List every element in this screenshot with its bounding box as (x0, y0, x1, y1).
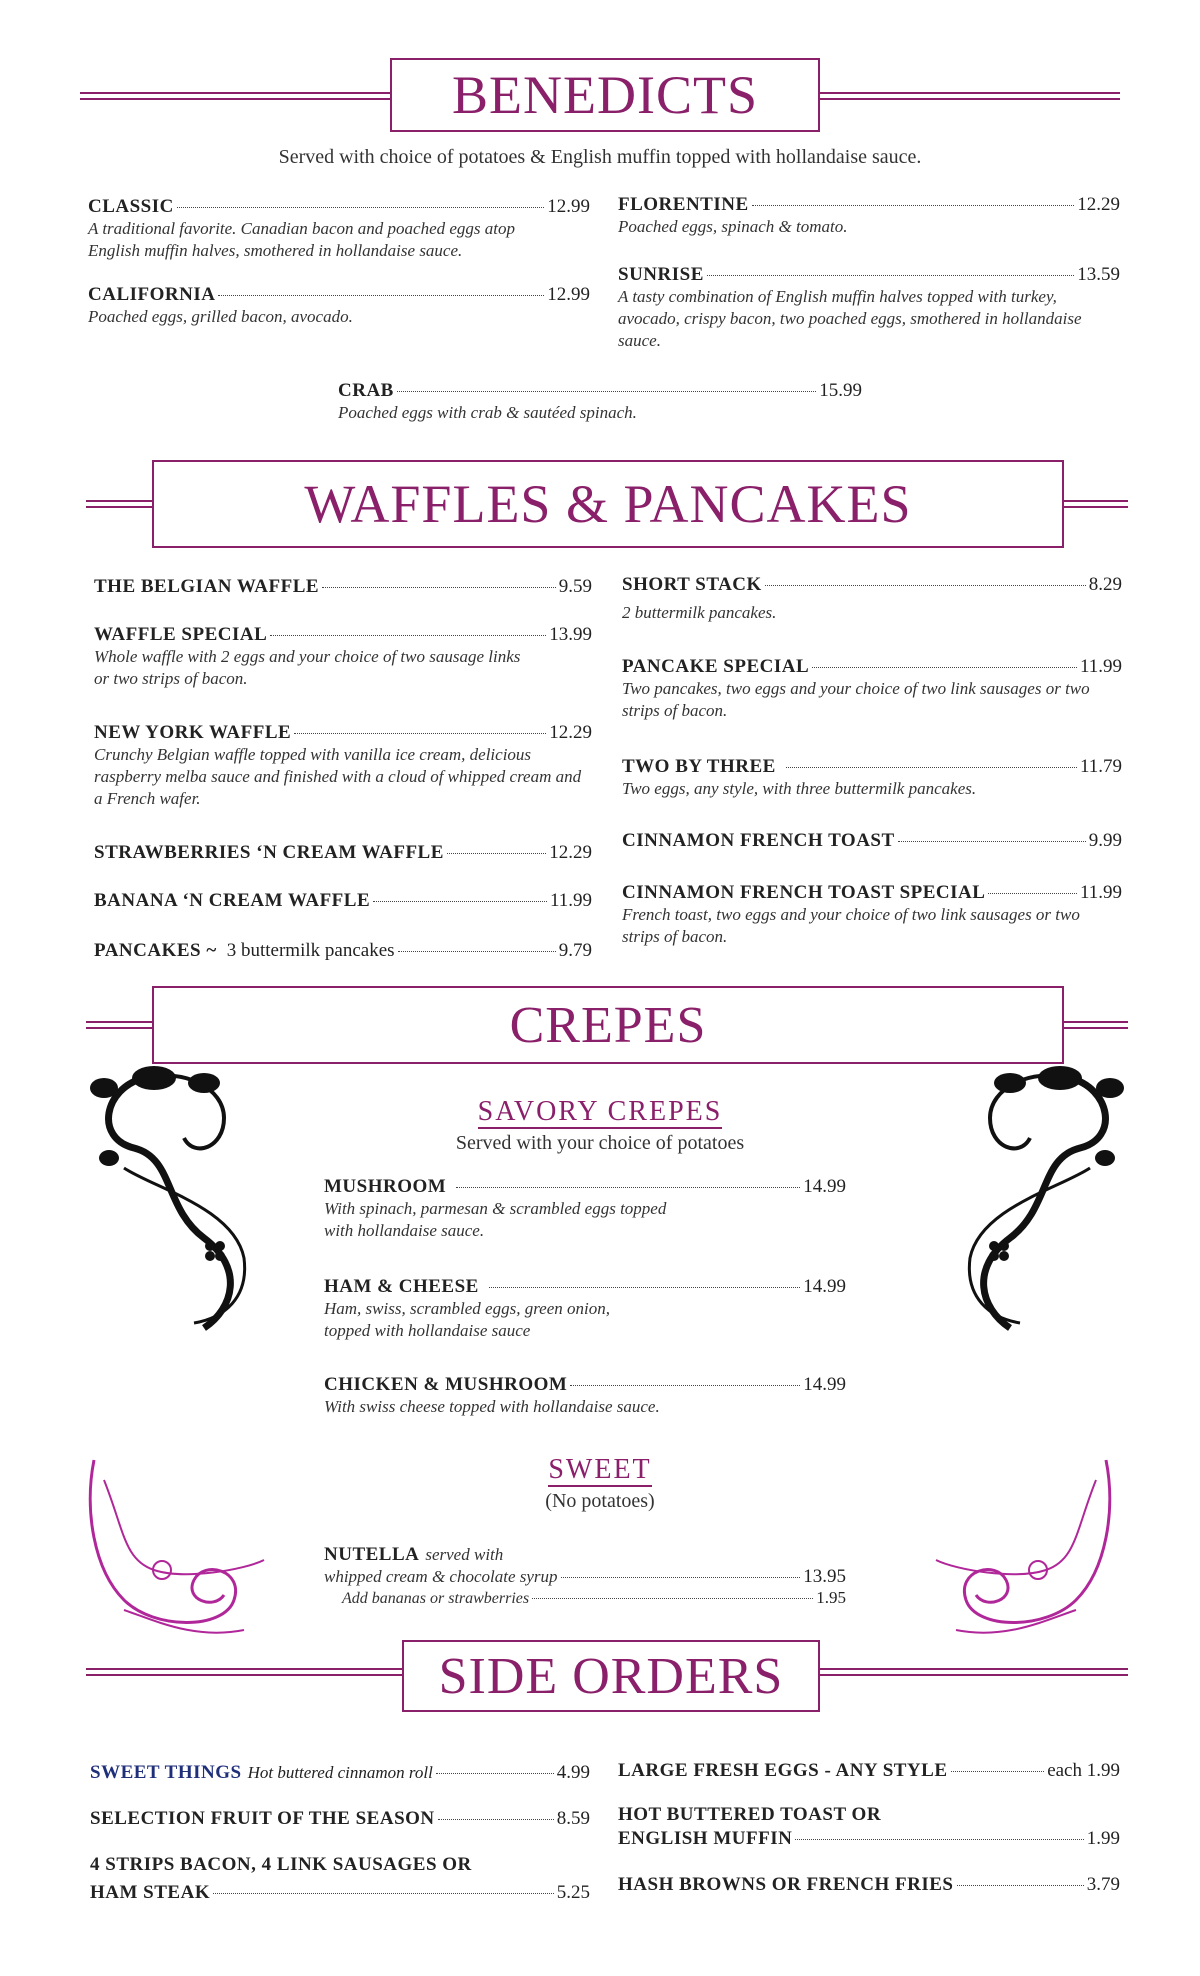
item-name: HAM & CHEESE (324, 1276, 479, 1297)
item-name: PANCAKES ~ (94, 940, 217, 961)
item-description: Two eggs, any style, with three buttermilk pancakes. (622, 779, 977, 798)
menu-item (90, 1808, 590, 1830)
banner-rule-right (818, 92, 1120, 100)
item-price: 11.99 (1079, 656, 1122, 677)
item-price: 11.99 (549, 890, 592, 911)
item-price: 14.99 (803, 1374, 846, 1395)
menu-item (94, 722, 592, 810)
menu-item (94, 576, 592, 598)
item-name: NEW YORK WAFFLE (94, 722, 292, 743)
item-extra: Hot buttered cinnamon roll (247, 1763, 433, 1782)
item-description: French toast, two eggs and your choice of two link sausages or two strips of bacon. (622, 905, 1080, 946)
item-description: Poached eggs with crab & sautéed spinach. (338, 403, 637, 422)
item-price: 9.79 (558, 940, 592, 961)
benedicts-subtitle: Served with choice of potatoes & English muffin topped with hollandaise sauce. (278, 146, 922, 168)
menu-item (324, 1374, 846, 1418)
item-name: CHICKEN & MUSHROOM (324, 1374, 568, 1395)
item-name: SHORT STACK (622, 574, 762, 595)
item-price: 8.29 (1088, 574, 1122, 595)
menu-item (622, 756, 1122, 800)
item-price: 13.59 (1077, 264, 1120, 285)
item-addon: Add bananas or strawberries (342, 1590, 530, 1607)
benedicts-title: BENEDICTS (390, 58, 820, 132)
item-price: 11.79 (1079, 756, 1122, 777)
menu-item (94, 890, 592, 912)
item-price: 12.99 (547, 196, 590, 217)
item-price: 4.99 (556, 1762, 590, 1783)
item-price: 12.29 (549, 722, 592, 743)
crepes-title: CREPES (152, 986, 1064, 1064)
item-name: CRAB (338, 380, 394, 401)
item-description: With spinach, parmesan & scrambled eggs topped with hollandaise sauce. (324, 1199, 667, 1240)
menu-item (618, 1804, 1120, 1850)
item-price: 5.25 (556, 1882, 590, 1903)
sweet-heading: SWEET (548, 1454, 652, 1485)
item-name-2: ENGLISH MUFFIN (618, 1828, 793, 1849)
menu-item (94, 842, 592, 864)
item-name: PANCAKE SPECIAL (622, 656, 810, 677)
item-price: 12.29 (1077, 194, 1120, 215)
item-name: STRAWBERRIES ‘N CREAM WAFFLE (94, 842, 444, 863)
item-name: BANANA ‘N CREAM WAFFLE (94, 890, 371, 911)
item-name: NUTELLA (324, 1544, 420, 1565)
item-price: 9.99 (1088, 830, 1122, 851)
item-description: Two pancakes, two eggs and your choice of two link sausages or two strips of bacon. (622, 679, 1090, 720)
menu-item (88, 196, 590, 262)
item-name: THE BELGIAN WAFFLE (94, 576, 320, 597)
savory-crepes-heading: SAVORY CREPES (477, 1096, 723, 1127)
item-price: 12.29 (549, 842, 592, 863)
item-description: Ham, swiss, scrambled eggs, green onion, topped with hollandaise sauce (324, 1299, 610, 1340)
menu-item (618, 1874, 1120, 1896)
item-price: 14.99 (803, 1276, 846, 1297)
item-name: SELECTION FRUIT OF THE SEASON (90, 1808, 435, 1829)
item-description: 2 buttermilk pancakes. (622, 603, 777, 622)
menu-item (618, 264, 1120, 352)
item-name: 4 STRIPS BACON, 4 LINK SAUSAGES OR (90, 1854, 472, 1875)
menu-item (618, 1760, 1120, 1782)
item-price: 13.95 (803, 1566, 846, 1587)
item-description: Poached eggs, grilled bacon, avocado. (88, 307, 353, 326)
menu-item (622, 574, 1122, 624)
item-name: FLORENTINE (618, 194, 749, 215)
item-price: 8.59 (556, 1808, 590, 1829)
sides-title: SIDE ORDERS (402, 1640, 820, 1712)
item-description: whipped cream & chocolate syrup (324, 1567, 558, 1586)
item-price: 12.99 (547, 284, 590, 305)
item-name-2: HAM STEAK (90, 1882, 211, 1903)
banner-rule-left (86, 500, 152, 508)
item-description: A traditional favorite. Canadian bacon and poached eggs atop English muffin halves, smothered in hollandaise sauce. (88, 219, 516, 260)
item-name: WAFFLE SPECIAL (94, 624, 268, 645)
banner-rule-left (80, 92, 390, 100)
menu-item (90, 1762, 590, 1784)
item-price: 13.99 (549, 624, 592, 645)
menu-item (324, 1176, 846, 1242)
item-name: SUNRISE (618, 264, 704, 285)
item-price: 11.99 (1079, 882, 1122, 903)
menu-item (338, 380, 862, 424)
item-name: CLASSIC (88, 196, 174, 217)
item-name: MUSHROOM (324, 1176, 447, 1197)
item-description: Whole waffle with 2 eggs and your choice of two sausage links or two strips of bacon. (94, 647, 521, 688)
item-description: Crunchy Belgian waffle topped with vanilla ice cream, delicious raspberry melba sauce and finished with a cloud of whipped cream and a French wafer. (94, 745, 582, 808)
menu-item-nutella (324, 1544, 846, 1610)
item-name: TWO BY THREE (622, 756, 776, 777)
item-addon-price: 1.95 (816, 1588, 846, 1607)
sweet-note: (No potatoes) (545, 1490, 655, 1512)
waffles-title: WAFFLES & PANCAKES (152, 460, 1064, 548)
item-served: served with (425, 1545, 504, 1564)
banner-rule-right (1062, 1021, 1128, 1029)
banner-rule-right (1062, 500, 1128, 508)
item-name: HASH BROWNS OR FRENCH FRIES (618, 1874, 954, 1895)
item-price: each 1.99 (1047, 1760, 1120, 1781)
banner-rule-left (86, 1668, 402, 1676)
item-price: 1.99 (1086, 1828, 1120, 1849)
banner-rule-right (818, 1668, 1128, 1676)
item-price: 15.99 (819, 380, 862, 401)
menu-item (90, 1854, 590, 1904)
item-price: 3.79 (1086, 1874, 1120, 1895)
item-description: Poached eggs, spinach & tomato. (618, 217, 848, 236)
menu-item (94, 624, 592, 690)
item-description: A tasty combination of English muffin halves topped with turkey, avocado, crispy bacon, two poached eggs, smothered in hollandaise sauce. (618, 287, 1082, 350)
item-description: With swiss cheese topped with hollandaise sauce. (324, 1397, 660, 1416)
item-name: HOT BUTTERED TOAST OR (618, 1804, 882, 1825)
item-name: SWEET THINGS (90, 1762, 242, 1783)
menu-item (622, 830, 1122, 852)
item-price: 14.99 (803, 1176, 846, 1197)
menu-item (622, 882, 1122, 948)
menu-item (324, 1276, 846, 1342)
menu-item (622, 656, 1122, 722)
item-extra: 3 buttermilk pancakes (226, 940, 395, 961)
item-name: CINNAMON FRENCH TOAST (622, 830, 895, 851)
menu-item (88, 284, 590, 328)
item-name: LARGE FRESH EGGS - ANY STYLE (618, 1760, 948, 1781)
menu-item (618, 194, 1120, 238)
menu-item (94, 940, 592, 962)
item-price: 9.59 (558, 576, 592, 597)
item-name: CINNAMON FRENCH TOAST SPECIAL (622, 882, 986, 903)
item-name: CALIFORNIA (88, 284, 216, 305)
savory-note: Served with your choice of potatoes (455, 1132, 745, 1154)
banner-rule-left (86, 1021, 152, 1029)
